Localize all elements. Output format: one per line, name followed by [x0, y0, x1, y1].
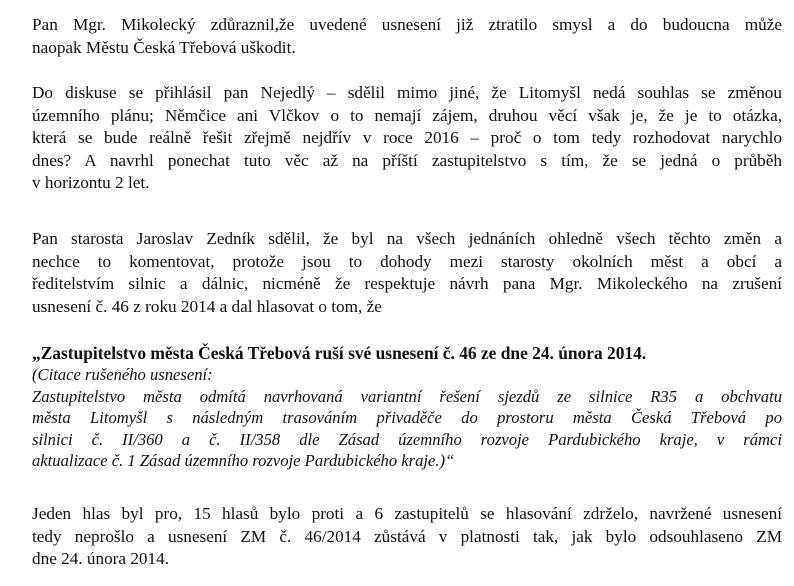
text-line: Do diskuse se přihlásil pan Nejedlý – sdělil mimo jiné, že Litomyšl nedá souhlas se změnou	[32, 83, 782, 102]
text-line: nechce to komentovat, protože jsou to dohody mezi starosty okolních měst a obcí a	[32, 251, 782, 271]
paragraph-mikolecky	[32, 14, 782, 59]
resolution-block	[32, 342, 782, 472]
paragraph-nejedly	[32, 82, 782, 195]
text-line: Pan Mgr. Mikolecký zdůraznil,že uvedené usnesení již ztratilo smysl a do budoucna může	[32, 15, 782, 34]
paragraph-zednik	[32, 228, 782, 318]
text-line: dne 24. února 2014.	[32, 549, 169, 568]
text-line: ředitelstvím silnic a dálnic, nicméně že respektuje návrh pana Mgr. Mikoleckého na zrušení	[32, 274, 782, 293]
text-line: v horizontu 2 let.	[32, 173, 150, 192]
resolution-heading: „Zastupitelstvo města Česká Třebová ruší své usnesení č. 46 ze dne 24. února 2014.	[32, 343, 647, 363]
text-line: Jeden hlas byl pro, 15 hlasů bylo proti a 6 zastupitelů se hlasování zdrželo, navržené usnesení	[32, 504, 782, 523]
resolution-citation-line: (Citace rušeného usnesení:	[32, 365, 213, 384]
text-line: územního plánu; Němčice ani Vlčkov o to nemají zájem, druhou věcí však je, že je to otázka,	[32, 105, 782, 125]
paragraph-vote-result	[32, 503, 782, 571]
text-line: naopak Městu Česká Třebová uškodit.	[32, 37, 296, 57]
resolution-citation-line: silnici č. II/360 a č. II/358 dle Zásad územního rozvoje Pardubického kraje, v rámci	[32, 429, 782, 449]
resolution-citation-line: Zastupitelstvo města odmítá navrhovaná variantní řešení sjezdů ze silnice R35 a obchvatu	[32, 386, 782, 406]
resolution-citation-line: města Litomyšl s následným trasováním přivaděče do prostoru města Česká Třebová po	[32, 408, 782, 427]
text-line: usnesení č. 46 z roku 2014 a dal hlasovat o tom, že	[32, 296, 382, 316]
text-line: tedy neprošlo a usnesení ZM č. 46/2014 zůstává v platnosti tak, jak bylo odsouhlaseno ZM	[32, 526, 782, 546]
text-line: která se bude reálně řešit zřejmě nejdřív v roce 2016 – proč o tom tedy rozhodovat narychlo	[32, 128, 782, 147]
text-line: dnes? A navrhl ponechat tuto věc až na příští zastupitelstvo s tím, že se jedná o průběh	[32, 150, 782, 170]
text-line: Pan starosta Jaroslav Zedník sdělil, že byl na všech jednáních ohledně všech těchto změn a	[32, 229, 782, 248]
resolution-citation-line: aktualizace č. 1 Zásad územního rozvoje Pardubického kraje.)“	[32, 451, 455, 470]
